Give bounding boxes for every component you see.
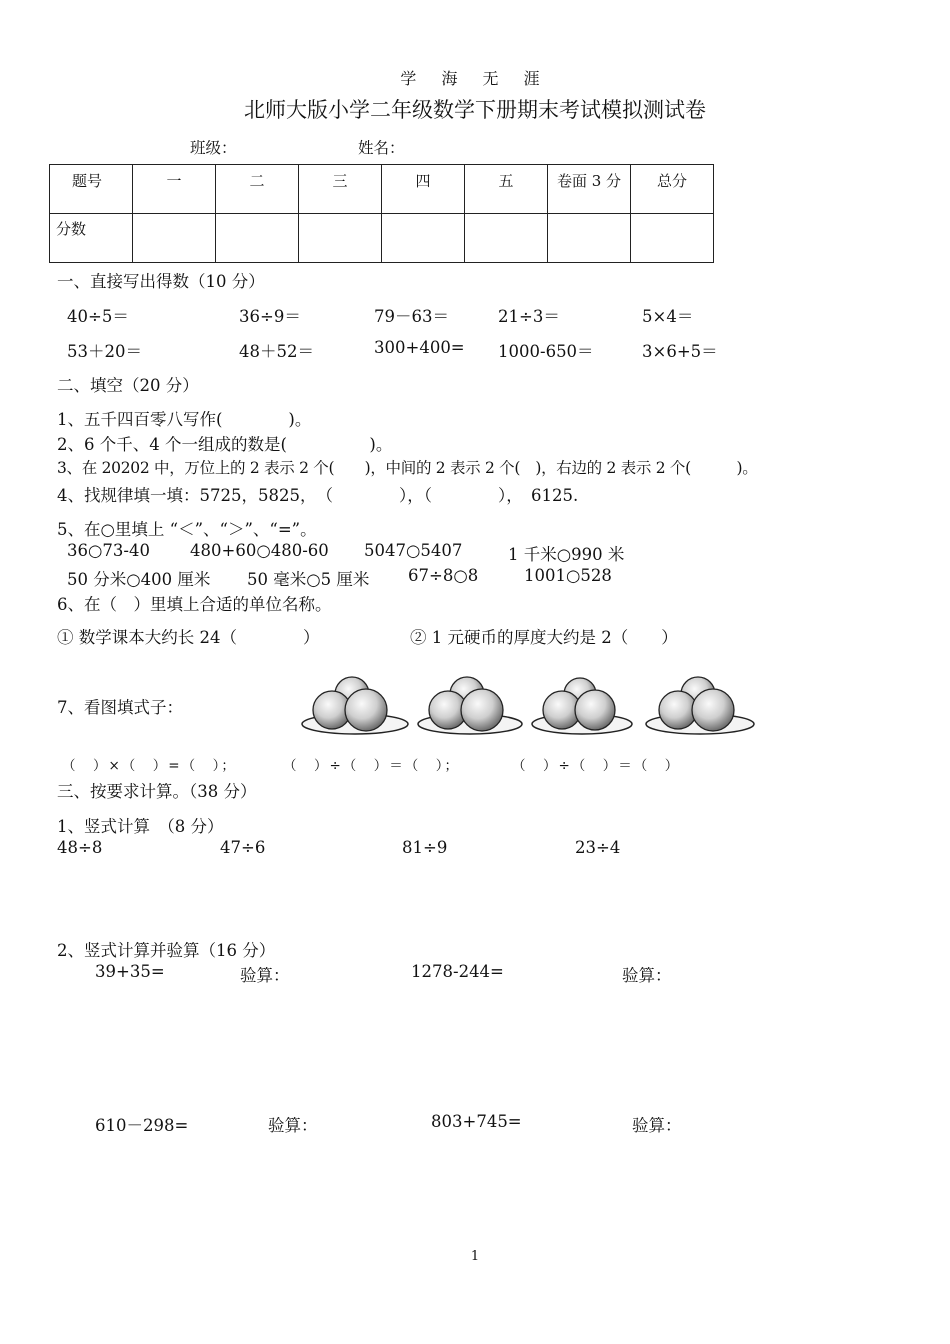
division-item: 47÷6 <box>220 838 266 857</box>
table-cell[interactable] <box>216 214 299 263</box>
table-cell: 一 <box>133 165 216 214</box>
table-cell: 四 <box>382 165 465 214</box>
calc-item: 48＋52＝ <box>239 342 314 361</box>
class-label: 班级： <box>190 139 237 157</box>
page-number: 1 <box>470 1249 480 1264</box>
table-cell: 卷面 3 分 <box>548 165 631 214</box>
table-cell: 五 <box>465 165 548 214</box>
calc-item: 39+35= <box>95 962 165 981</box>
calc-item: 79－63＝ <box>374 307 449 326</box>
question-6: 6、在（ ）里填上合适的单位名称。 <box>57 595 332 614</box>
compare-item: 480+60○480-60 <box>190 541 329 560</box>
score-table <box>49 164 714 263</box>
division-item: 48÷8 <box>57 838 103 857</box>
calc-item: 1000-650＝ <box>498 342 594 361</box>
compare-item: 1 千米○990 米 <box>508 545 625 564</box>
check-label: 验算： <box>240 966 290 985</box>
check-label: 验算： <box>632 1116 682 1135</box>
calc-item: 40÷5＝ <box>67 307 129 326</box>
table-cell: 分数 <box>50 214 133 263</box>
section3-heading: 三、按要求计算。（38 分） <box>57 782 257 801</box>
compare-item: 36○73-40 <box>67 541 150 560</box>
subsection-2: 2、竖式计算并验算（16 分） <box>57 941 276 960</box>
plate-group <box>532 678 632 734</box>
question-6b: ② 1 元硬币的厚度大约是 2（ ） <box>410 628 678 647</box>
section1-heading: 一、直接写出得数（10 分） <box>57 272 265 291</box>
table-row <box>50 165 714 214</box>
question-1: 1、五千四百零八写作( )。 <box>57 410 312 429</box>
question-5: 5、在○里填上 “＜”、“＞”、“=”。 <box>57 520 317 539</box>
division-item: 81÷9 <box>402 838 448 857</box>
calc-item: 21÷3＝ <box>498 307 560 326</box>
calc-item: 3×6+5＝ <box>642 342 718 361</box>
plate-group <box>646 677 754 734</box>
compare-item: 5047○5407 <box>364 541 463 560</box>
page-title: 北师大版小学二年级数学下册期末考试模拟测试卷 <box>244 98 706 122</box>
question-4: 4、找规律填一填：5725，5825， （ ），（ ）， 6125. <box>57 486 579 505</box>
calc-item: 5×4＝ <box>642 307 694 326</box>
calc-item: 300+400= <box>374 338 465 357</box>
calc-item: 803+745= <box>431 1112 522 1131</box>
table-cell[interactable] <box>133 214 216 263</box>
question-3: 3、在 20202 中，万位上的 2 表示 2 个( )，中间的 2 表示 2 个( )，右边的 2 表示 2 个( )。 <box>57 459 758 477</box>
page-header: 学 海 无 涯 <box>400 69 550 88</box>
formula-blank: （ ）÷（ ）＝（ ） <box>512 758 681 774</box>
question-7: 7、看图填式子： <box>57 698 183 717</box>
compare-item: 50 毫米○5 厘米 <box>247 570 370 589</box>
table-cell[interactable] <box>382 214 465 263</box>
calc-item: 36÷9＝ <box>239 307 301 326</box>
question-6a: ① 数学课本大约长 24（ ） <box>57 628 320 647</box>
table-cell[interactable] <box>299 214 382 263</box>
question-2: 2、6 个千、4 个一组成的数是( )。 <box>57 435 393 454</box>
calc-item: 53＋20＝ <box>67 342 142 361</box>
table-row <box>50 214 714 263</box>
formula-blank: （ ）÷（ ）＝（ ）； <box>283 758 461 774</box>
check-label: 验算： <box>622 966 672 985</box>
calc-item: 610－298= <box>95 1116 189 1135</box>
plates-of-buns-image <box>300 672 760 742</box>
table-cell[interactable] <box>631 214 714 263</box>
plate-group <box>302 677 408 734</box>
compare-item: 1001○528 <box>524 566 612 585</box>
calc-item: 1278-244= <box>411 962 504 981</box>
table-cell: 总分 <box>631 165 714 214</box>
check-label: 验算： <box>268 1116 318 1135</box>
compare-item: 67÷8○8 <box>408 566 479 585</box>
plate-group <box>418 677 522 734</box>
section2-heading: 二、填空（20 分） <box>57 376 199 395</box>
name-label: 姓名： <box>358 139 405 157</box>
compare-item: 50 分米○400 厘米 <box>67 570 211 589</box>
subsection-1: 1、竖式计算 （8 分） <box>57 817 224 836</box>
table-cell: 三 <box>299 165 382 214</box>
table-cell[interactable] <box>548 214 631 263</box>
table-cell[interactable] <box>465 214 548 263</box>
table-cell: 二 <box>216 165 299 214</box>
division-item: 23÷4 <box>575 838 621 857</box>
formula-blank: （ ）×（ ）=（ ）； <box>62 758 237 774</box>
table-cell: 题号 <box>50 165 133 214</box>
